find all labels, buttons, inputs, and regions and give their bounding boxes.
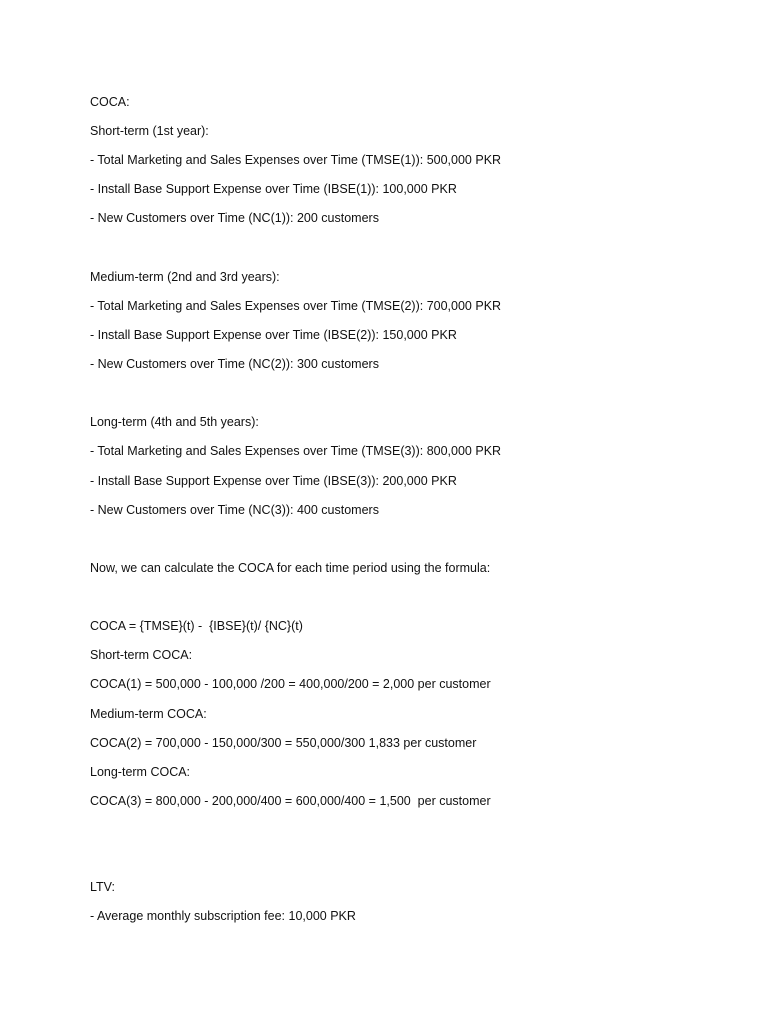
intro-paragraph: Now, we can calculate the COCA for each time period using the formula: xyxy=(90,561,491,575)
coca-formula: COCA = {TMSE}(t) - {IBSE}(t)/ {NC}(t) xyxy=(90,619,303,633)
long-term-ibse-item: - Install Base Support Expense over Time (IBSE(3)): 200,000 PKR xyxy=(90,474,457,488)
short-term-coca-label: Short-term COCA: xyxy=(90,648,193,662)
medium-term-tmse-item: - Total Marketing and Sales Expenses over Time (TMSE(2)): 700,000 PKR xyxy=(90,299,502,313)
short-term-ibse-item: - Install Base Support Expense over Time (IBSE(1)): 100,000 PKR xyxy=(90,182,457,196)
short-term-tmse-item: - Total Marketing and Sales Expenses over Time (TMSE(1)): 500,000 PKR xyxy=(90,153,502,167)
long-term-coca-label: Long-term COCA: xyxy=(90,765,191,779)
long-term-heading: Long-term (4th and 5th years): xyxy=(90,415,259,429)
short-term-coca-equation: COCA(1) = 500,000 - 100,000 /200 = 400,000/200 = 2,000 per customer xyxy=(90,677,491,691)
long-term-coca-equation: COCA(3) = 800,000 - 200,000/400 = 600,000/400 = 1,500 per customer xyxy=(90,794,491,808)
coca-heading: COCA: xyxy=(90,95,130,109)
short-term-nc-item: - New Customers over Time (NC(1)): 200 customers xyxy=(90,211,379,225)
medium-term-coca-equation: COCA(2) = 700,000 - 150,000/300 = 550,000/300 1,833 per customer xyxy=(90,736,477,750)
medium-term-nc-item: - New Customers over Time (NC(2)): 300 customers xyxy=(90,357,379,371)
ltv-heading: LTV: xyxy=(90,880,116,894)
long-term-nc-item: - New Customers over Time (NC(3)): 400 customers xyxy=(90,503,379,517)
long-term-tmse-item: - Total Marketing and Sales Expenses over Time (TMSE(3)): 800,000 PKR xyxy=(90,444,502,458)
medium-term-coca-label: Medium-term COCA: xyxy=(90,707,207,721)
short-term-heading: Short-term (1st year): xyxy=(90,124,209,138)
medium-term-ibse-item: - Install Base Support Expense over Time (IBSE(2)): 150,000 PKR xyxy=(90,328,457,342)
ltv-subscription-fee-item: - Average monthly subscription fee: 10,000 PKR xyxy=(90,909,356,923)
medium-term-heading: Medium-term (2nd and 3rd years): xyxy=(90,270,280,284)
